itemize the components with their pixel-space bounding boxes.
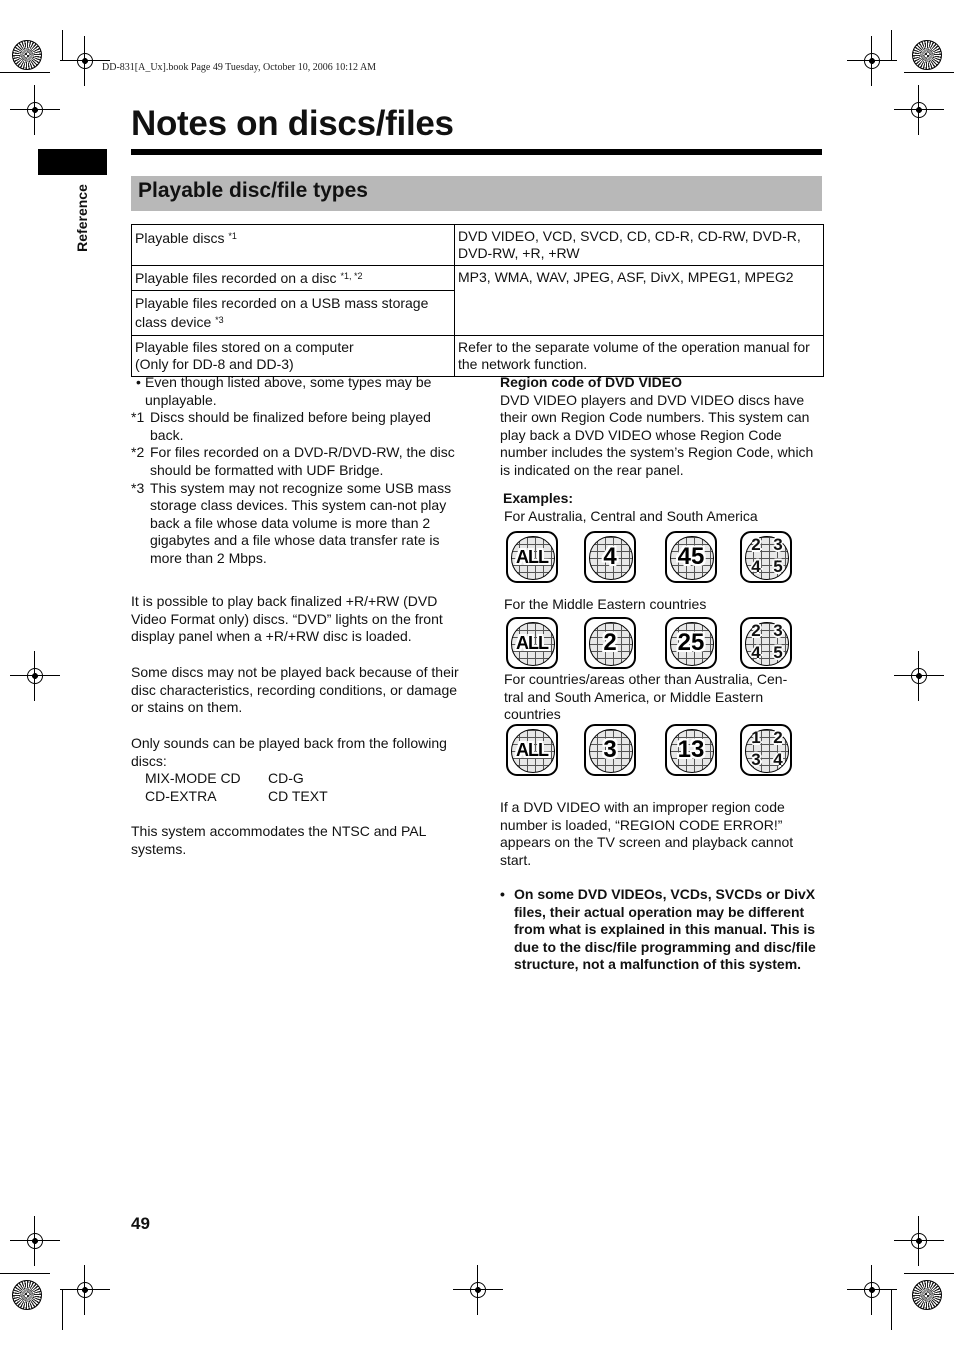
table-cell-value: DVD VIDEO, VCD, SVCD, CD, CD-R, CD-RW, DVD-R, DVD-RW, +R, +RW bbox=[455, 225, 824, 266]
region-code-label: 5 bbox=[773, 557, 783, 576]
region-code-icon bbox=[584, 531, 636, 583]
table-cell-value: Refer to the separate volume of the operation manual for the network function. bbox=[455, 336, 824, 377]
examples-label: Examples: bbox=[503, 490, 574, 506]
printer-sunburst-mark bbox=[912, 40, 942, 70]
footnotes bbox=[131, 374, 461, 568]
region-code-icon bbox=[665, 531, 717, 583]
footnote: *1 Discs should be finalized before being played back. bbox=[131, 409, 431, 443]
table-row bbox=[132, 225, 824, 266]
region-code-label: 13 bbox=[677, 736, 705, 763]
region-code-label: 45 bbox=[677, 543, 705, 570]
region-code-label: 3 bbox=[603, 736, 617, 763]
crop-mark bbox=[0, 1273, 50, 1274]
registration-mark bbox=[20, 1226, 50, 1256]
bold-note-text: On some DVD VIDEOs, VCDs, SVCDs or DivX files, their actual operation may be different from what is explained in this manual. This is due to the disc/file programming and disc/file structure, not a malfunction of this system. bbox=[514, 886, 816, 973]
region-code-label: 3 bbox=[751, 750, 761, 769]
region-code-label: 4 bbox=[751, 557, 761, 576]
section-heading-bar bbox=[131, 176, 822, 211]
playable-types-table bbox=[131, 224, 824, 377]
region-code-label: 2 bbox=[603, 629, 617, 656]
list-item: CD-EXTRA bbox=[145, 787, 217, 804]
region-code-label: 1 bbox=[751, 728, 761, 747]
list-item: CD-G bbox=[268, 770, 304, 787]
crop-mark bbox=[904, 1273, 954, 1274]
registration-mark bbox=[904, 661, 934, 691]
side-tab-marker bbox=[38, 149, 107, 175]
paragraph-ntsc-pal: This system accommodates the NTSC and PAL systems. bbox=[131, 823, 426, 857]
region-code-label: 4 bbox=[751, 643, 761, 662]
side-label-text: Reference bbox=[73, 184, 90, 252]
region-code-icon bbox=[506, 724, 558, 776]
region-code-label: 2 bbox=[773, 728, 783, 747]
printer-sunburst-mark bbox=[12, 40, 42, 70]
registration-mark bbox=[20, 95, 50, 125]
side-label bbox=[68, 180, 108, 260]
paragraph-rw: It is possible to play back finalized +R/+RW (DVD Video Format only) discs. “DVD” lights on the front display panel when a +R/+RW disc is loaded. bbox=[131, 593, 443, 645]
registration-mark bbox=[857, 46, 887, 76]
example-caption: For Australia, Central and South America bbox=[504, 508, 758, 524]
list-item: CD TEXT bbox=[268, 787, 328, 804]
region-code-label: 4 bbox=[603, 543, 617, 570]
crop-mark bbox=[62, 1290, 63, 1330]
region-code-label: 4 bbox=[773, 750, 783, 769]
region-code-icon bbox=[584, 617, 636, 669]
crop-mark bbox=[62, 30, 63, 60]
crop-mark bbox=[904, 72, 954, 73]
table-cell-label: Playable discs $^{*1}$ bbox=[132, 225, 455, 266]
region-code-icon bbox=[665, 617, 717, 669]
region-code-label: 2 bbox=[751, 621, 761, 640]
sound-only-block bbox=[131, 735, 461, 805]
table-row bbox=[132, 266, 824, 291]
table-cell-label: Playable files recorded on a USB mass storage class device $^{*3}$ bbox=[132, 291, 455, 336]
section-heading: Playable disc/file types bbox=[138, 179, 368, 202]
table-cell-label: Playable files stored on a computer (Only for DD-8 and DD-3) bbox=[132, 336, 455, 377]
region-code-icon bbox=[740, 617, 792, 669]
printer-sunburst-mark bbox=[912, 1280, 942, 1310]
region-code-icon bbox=[584, 724, 636, 776]
region-code-label: ALL bbox=[516, 546, 548, 567]
crop-mark bbox=[891, 30, 892, 60]
registration-mark bbox=[70, 46, 100, 76]
region-code-label: 25 bbox=[677, 629, 705, 656]
crop-mark bbox=[891, 1290, 892, 1330]
printer-sunburst-mark bbox=[12, 1280, 42, 1310]
region-error-text: If a DVD VIDEO with an improper region code number is loaded, “REGION CODE ERROR!” appears on the TV screen and playback cannot start. bbox=[500, 799, 794, 868]
bold-note: • On some DVD VIDEOs, VCDs, SVCDs or DivX files, their actual operation may be different from what is explained in this manual. This is due to the disc/file programming and disc/file structure, not a malfunction of this system. bbox=[500, 886, 816, 973]
region-code-icon bbox=[740, 724, 792, 776]
paragraph-discs: Some discs may not be played back because of their disc characteristics, recording conditions, or damage or stains on them. bbox=[131, 664, 459, 716]
example-caption: For the Middle Eastern countries bbox=[504, 596, 707, 612]
title-rule bbox=[131, 149, 822, 155]
region-code-label: 3 bbox=[773, 621, 783, 640]
registration-mark bbox=[20, 661, 50, 691]
registration-mark bbox=[904, 1226, 934, 1256]
page-number: 49 bbox=[131, 1214, 150, 1233]
region-icon-row bbox=[506, 531, 796, 585]
region-code-label: ALL bbox=[516, 739, 548, 760]
registration-mark bbox=[70, 1275, 100, 1305]
region-body: DVD VIDEO players and DVD VIDEO discs have their own Region Code numbers. This system can play back a DVD VIDEO whose Region Code number includes the system’s Region Code, which is indicated on the rear panel. bbox=[500, 391, 814, 478]
list-item: MIX-MODE CD bbox=[145, 770, 241, 787]
region-code-icon bbox=[506, 531, 558, 583]
footnote: *3 This system may not recognize some USB mass storage class devices. This system can-not play back a file whose data volume is more than 2 gigabytes and a file whose data transfer rate is more than 2 Mbps. bbox=[131, 479, 452, 566]
region-code-label: 2 bbox=[751, 535, 761, 554]
registration-mark bbox=[857, 1275, 887, 1305]
example-caption: For countries/areas other than Australia, Cen-tral and South America, or Middle Eastern countries bbox=[504, 671, 788, 723]
region-icon-row bbox=[506, 724, 796, 778]
region-icon-row bbox=[506, 617, 796, 671]
table-row bbox=[132, 336, 824, 377]
registration-mark bbox=[463, 1275, 493, 1305]
paragraph-sound-only: Only sounds can be played back from the following discs: bbox=[131, 735, 447, 769]
book-header-line: DD-831[A_Ux].book Page 49 Tuesday, October 10, 2006 10:12 AM bbox=[102, 62, 377, 73]
crop-mark bbox=[0, 72, 50, 73]
region-code-icon bbox=[506, 617, 558, 669]
registration-mark bbox=[904, 95, 934, 125]
region-block bbox=[500, 374, 822, 480]
region-code-label: 5 bbox=[773, 643, 783, 662]
region-code-icon bbox=[740, 531, 792, 583]
region-heading: Region code of DVD VIDEO bbox=[500, 374, 683, 390]
footnote: • Even though listed above, some types may be unplayable. bbox=[136, 374, 432, 408]
table-cell-value: MP3, WMA, WAV, JPEG, ASF, DivX, MPEG1, MPEG2 bbox=[455, 266, 824, 336]
region-code-label: 3 bbox=[773, 535, 783, 554]
disc-list bbox=[145, 770, 461, 805]
table-cell-label: Playable files recorded on a disc $^{*1, *2}$ bbox=[132, 266, 455, 291]
footnote: *2 For files recorded on a DVD-R/DVD-RW, the disc should be formatted with UDF Bridge. bbox=[131, 444, 455, 478]
region-code-label: ALL bbox=[516, 632, 548, 653]
page-title: Notes on discs/files bbox=[131, 104, 454, 143]
region-code-icon bbox=[665, 724, 717, 776]
